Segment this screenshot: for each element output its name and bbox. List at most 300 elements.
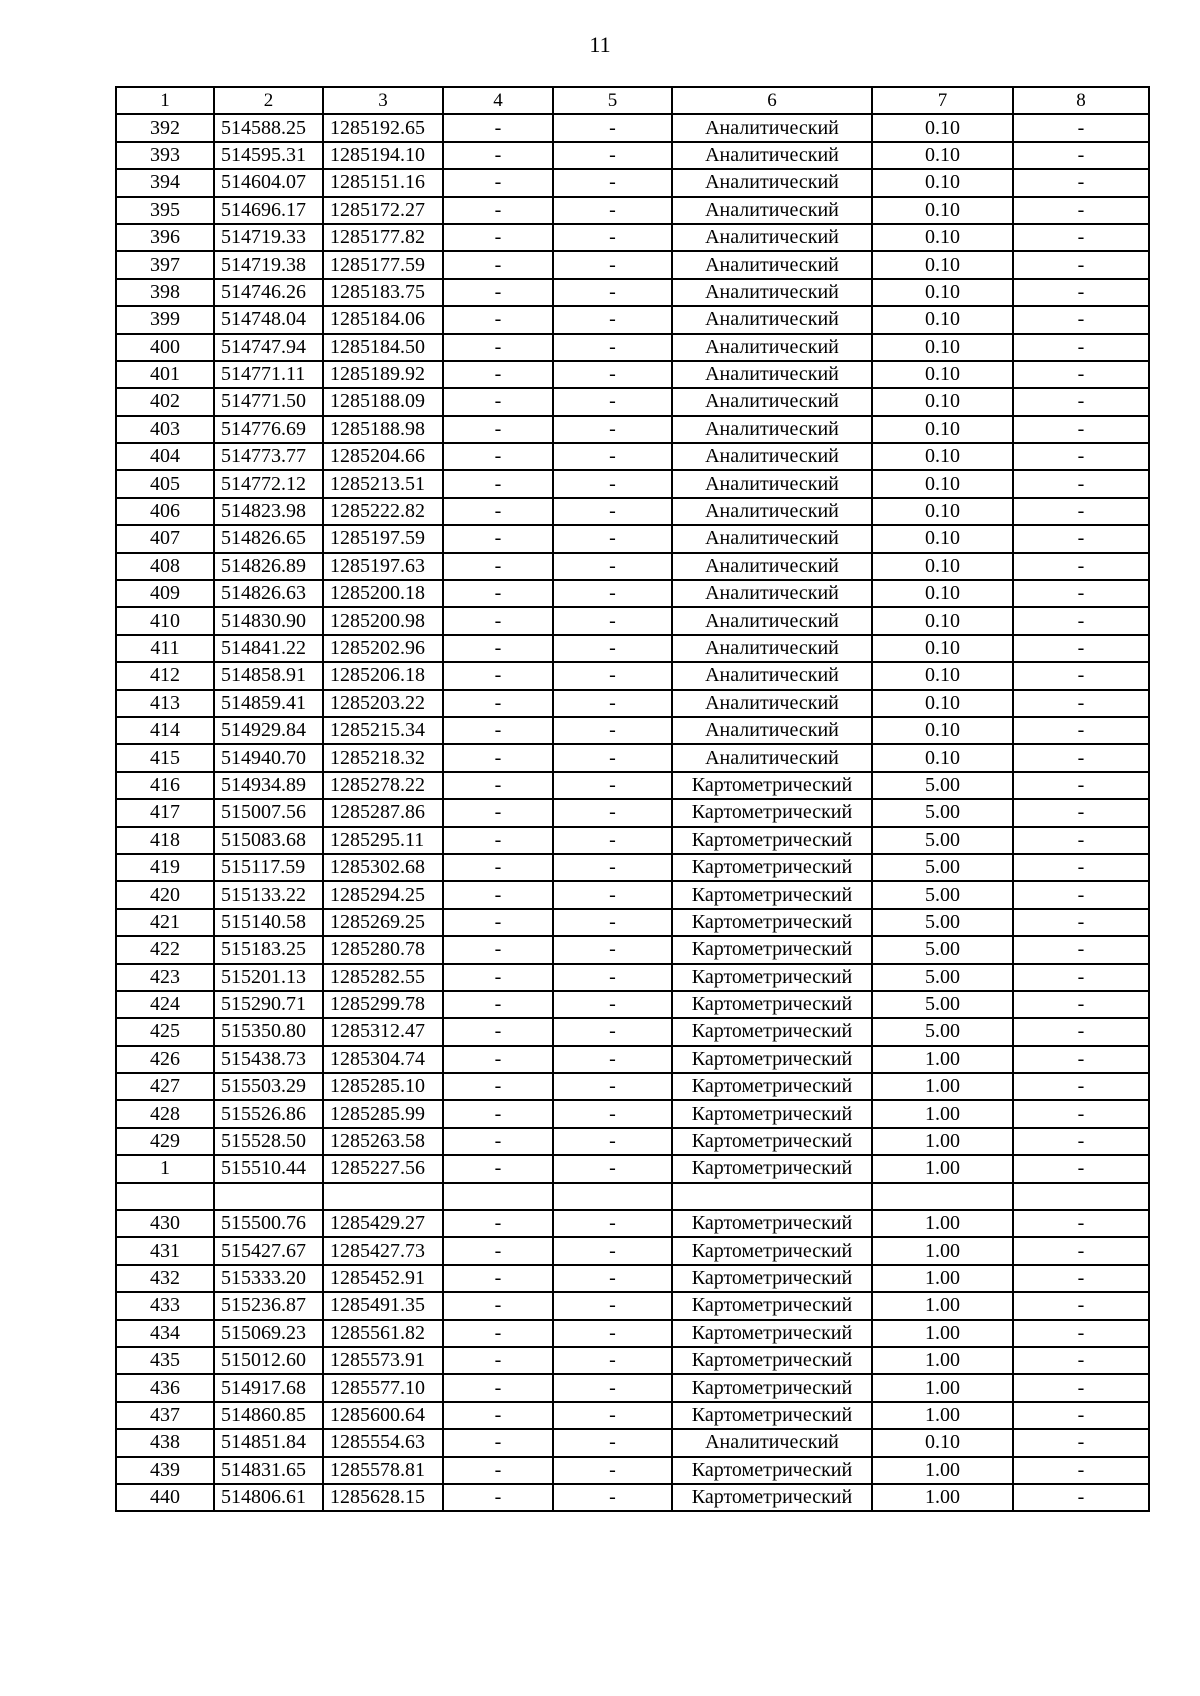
x-coordinate-cell: 514773.77 xyxy=(214,443,323,470)
y-coordinate-cell: 1285188.98 xyxy=(323,416,443,443)
column-4-cell: - xyxy=(443,251,553,278)
table-row xyxy=(116,936,1149,963)
accuracy-cell: 0.10 xyxy=(872,553,1013,580)
method-cell: Аналитический xyxy=(672,388,872,415)
y-coordinate-cell: 1285561.82 xyxy=(323,1320,443,1347)
column-4-cell: - xyxy=(443,1100,553,1127)
y-coordinate-cell: 1285295.11 xyxy=(323,827,443,854)
column-8-cell: - xyxy=(1013,1155,1149,1182)
column-4-cell: - xyxy=(443,169,553,196)
x-coordinate-cell: 515007.56 xyxy=(214,799,323,826)
column-4-cell: - xyxy=(443,799,553,826)
accuracy-cell: 1.00 xyxy=(872,1128,1013,1155)
point-number-cell: 438 xyxy=(116,1429,214,1456)
accuracy-cell: 1.00 xyxy=(872,1320,1013,1347)
table-row xyxy=(116,881,1149,908)
point-number-cell: 1 xyxy=(116,1155,214,1182)
table-row xyxy=(116,1073,1149,1100)
table-row xyxy=(116,991,1149,1018)
y-coordinate-cell: 1285578.81 xyxy=(323,1457,443,1484)
column-8-cell: - xyxy=(1013,827,1149,854)
accuracy-cell: 0.10 xyxy=(872,580,1013,607)
y-coordinate-cell: 1285304.74 xyxy=(323,1046,443,1073)
column-4-cell: - xyxy=(443,224,553,251)
column-header: 3 xyxy=(323,87,443,114)
accuracy-cell: 0.10 xyxy=(872,169,1013,196)
column-5-cell: - xyxy=(553,854,672,881)
x-coordinate-cell: 515526.86 xyxy=(214,1100,323,1127)
x-coordinate-cell: 515350.80 xyxy=(214,1018,323,1045)
method-cell: Картометрический xyxy=(672,1100,872,1127)
column-4-cell: - xyxy=(443,279,553,306)
column-4-cell: - xyxy=(443,470,553,497)
accuracy-cell xyxy=(872,1183,1013,1210)
table-row xyxy=(116,142,1149,169)
accuracy-cell: 5.00 xyxy=(872,1018,1013,1045)
column-8-cell: - xyxy=(1013,1457,1149,1484)
x-coordinate-cell: 514595.31 xyxy=(214,142,323,169)
column-5-cell: - xyxy=(553,662,672,689)
method-cell: Аналитический xyxy=(672,470,872,497)
point-number-cell xyxy=(116,1183,214,1210)
method-cell: Картометрический xyxy=(672,1128,872,1155)
column-5-cell: - xyxy=(553,416,672,443)
y-coordinate-cell: 1285287.86 xyxy=(323,799,443,826)
column-4-cell: - xyxy=(443,1073,553,1100)
table-row xyxy=(116,114,1149,141)
method-cell: Аналитический xyxy=(672,142,872,169)
column-5-cell: - xyxy=(553,1046,672,1073)
method-cell: Картометрический xyxy=(672,1210,872,1237)
column-5-cell: - xyxy=(553,717,672,744)
column-5-cell: - xyxy=(553,197,672,224)
point-number-cell: 435 xyxy=(116,1347,214,1374)
column-4-cell: - xyxy=(443,1402,553,1429)
y-coordinate-cell: 1285151.16 xyxy=(323,169,443,196)
column-5-cell: - xyxy=(553,1292,672,1319)
table-row xyxy=(116,607,1149,634)
y-coordinate-cell: 1285183.75 xyxy=(323,279,443,306)
column-4-cell: - xyxy=(443,1210,553,1237)
accuracy-cell: 0.10 xyxy=(872,498,1013,525)
y-coordinate-cell: 1285184.50 xyxy=(323,334,443,361)
method-cell: Аналитический xyxy=(672,525,872,552)
column-5-cell: - xyxy=(553,1347,672,1374)
column-8-cell: - xyxy=(1013,306,1149,333)
column-8-cell: - xyxy=(1013,1237,1149,1264)
column-5-cell: - xyxy=(553,1100,672,1127)
accuracy-cell: 1.00 xyxy=(872,1265,1013,1292)
column-header: 2 xyxy=(214,87,323,114)
column-8-cell: - xyxy=(1013,525,1149,552)
x-coordinate-cell: 514772.12 xyxy=(214,470,323,497)
point-number-cell: 418 xyxy=(116,827,214,854)
column-4-cell: - xyxy=(443,114,553,141)
column-5-cell: - xyxy=(553,690,672,717)
column-8-cell: - xyxy=(1013,251,1149,278)
accuracy-cell: 0.10 xyxy=(872,279,1013,306)
column-4-cell: - xyxy=(443,964,553,991)
accuracy-cell: 1.00 xyxy=(872,1046,1013,1073)
accuracy-cell: 5.00 xyxy=(872,964,1013,991)
column-5-cell: - xyxy=(553,114,672,141)
column-5-cell: - xyxy=(553,553,672,580)
y-coordinate-cell: 1285600.64 xyxy=(323,1402,443,1429)
x-coordinate-cell: 514858.91 xyxy=(214,662,323,689)
column-8-cell: - xyxy=(1013,991,1149,1018)
accuracy-cell: 5.00 xyxy=(872,936,1013,963)
method-cell: Аналитический xyxy=(672,197,872,224)
accuracy-cell: 0.10 xyxy=(872,662,1013,689)
point-number-cell: 428 xyxy=(116,1100,214,1127)
table-row xyxy=(116,1265,1149,1292)
point-number-cell: 429 xyxy=(116,1128,214,1155)
column-5-cell: - xyxy=(553,1320,672,1347)
accuracy-cell: 1.00 xyxy=(872,1347,1013,1374)
y-coordinate-cell: 1285197.59 xyxy=(323,525,443,552)
column-4-cell: - xyxy=(443,306,553,333)
y-coordinate-cell: 1285577.10 xyxy=(323,1374,443,1401)
column-5-cell: - xyxy=(553,443,672,470)
column-5-cell: - xyxy=(553,1374,672,1401)
x-coordinate-cell: 515117.59 xyxy=(214,854,323,881)
x-coordinate-cell: 515290.71 xyxy=(214,991,323,1018)
method-cell: Картометрический xyxy=(672,827,872,854)
column-5-cell: - xyxy=(553,607,672,634)
point-number-cell: 432 xyxy=(116,1265,214,1292)
y-coordinate-cell: 1285280.78 xyxy=(323,936,443,963)
column-8-cell: - xyxy=(1013,169,1149,196)
table-row xyxy=(116,1183,1149,1210)
column-4-cell: - xyxy=(443,690,553,717)
y-coordinate-cell: 1285189.92 xyxy=(323,361,443,388)
method-cell: Аналитический xyxy=(672,690,872,717)
column-4-cell: - xyxy=(443,607,553,634)
column-header: 8 xyxy=(1013,87,1149,114)
table-row xyxy=(116,909,1149,936)
column-4-cell: - xyxy=(443,1237,553,1264)
column-4-cell: - xyxy=(443,1374,553,1401)
column-4-cell: - xyxy=(443,1128,553,1155)
column-4-cell: - xyxy=(443,854,553,881)
column-5-cell: - xyxy=(553,388,672,415)
method-cell: Картометрический xyxy=(672,1374,872,1401)
accuracy-cell: 1.00 xyxy=(872,1457,1013,1484)
y-coordinate-cell: 1285222.82 xyxy=(323,498,443,525)
column-8-cell: - xyxy=(1013,744,1149,771)
method-cell: Аналитический xyxy=(672,114,872,141)
accuracy-cell: 1.00 xyxy=(872,1100,1013,1127)
accuracy-cell: 0.10 xyxy=(872,388,1013,415)
method-cell: Аналитический xyxy=(672,1429,872,1456)
x-coordinate-cell: 515500.76 xyxy=(214,1210,323,1237)
column-5-cell: - xyxy=(553,251,672,278)
column-5-cell: - xyxy=(553,936,672,963)
table-body xyxy=(116,87,1149,1511)
method-cell: Аналитический xyxy=(672,662,872,689)
table-row xyxy=(116,744,1149,771)
point-number-cell: 404 xyxy=(116,443,214,470)
method-cell: Аналитический xyxy=(672,635,872,662)
point-number-cell: 425 xyxy=(116,1018,214,1045)
column-4-cell: - xyxy=(443,1347,553,1374)
point-number-cell: 400 xyxy=(116,334,214,361)
column-4-cell: - xyxy=(443,936,553,963)
x-coordinate-cell: 514826.65 xyxy=(214,525,323,552)
x-coordinate-cell: 514771.11 xyxy=(214,361,323,388)
table-row xyxy=(116,470,1149,497)
x-coordinate-cell: 514940.70 xyxy=(214,744,323,771)
column-5-cell: - xyxy=(553,1265,672,1292)
table-row xyxy=(116,854,1149,881)
column-4-cell: - xyxy=(443,443,553,470)
method-cell: Картометрический xyxy=(672,909,872,936)
y-coordinate-cell: 1285263.58 xyxy=(323,1128,443,1155)
column-8-cell: - xyxy=(1013,909,1149,936)
point-number-cell: 420 xyxy=(116,881,214,908)
y-coordinate-cell: 1285184.06 xyxy=(323,306,443,333)
column-8-cell: - xyxy=(1013,388,1149,415)
accuracy-cell: 0.10 xyxy=(872,744,1013,771)
column-8-cell: - xyxy=(1013,361,1149,388)
method-cell: Картометрический xyxy=(672,854,872,881)
column-5-cell: - xyxy=(553,1429,672,1456)
accuracy-cell: 0.10 xyxy=(872,470,1013,497)
column-5-cell: - xyxy=(553,279,672,306)
column-5-cell: - xyxy=(553,1457,672,1484)
y-coordinate-cell: 1285628.15 xyxy=(323,1484,443,1511)
column-4-cell: - xyxy=(443,991,553,1018)
table-row xyxy=(116,251,1149,278)
column-8-cell: - xyxy=(1013,799,1149,826)
x-coordinate-cell: 514696.17 xyxy=(214,197,323,224)
table-row xyxy=(116,1292,1149,1319)
table-row xyxy=(116,1484,1149,1511)
column-5-cell: - xyxy=(553,525,672,552)
accuracy-cell: 0.10 xyxy=(872,334,1013,361)
method-cell: Аналитический xyxy=(672,279,872,306)
column-8-cell: - xyxy=(1013,416,1149,443)
point-number-cell: 434 xyxy=(116,1320,214,1347)
x-coordinate-cell: 515183.25 xyxy=(214,936,323,963)
point-number-cell: 392 xyxy=(116,114,214,141)
x-coordinate-cell: 514934.89 xyxy=(214,772,323,799)
accuracy-cell: 5.00 xyxy=(872,827,1013,854)
accuracy-cell: 1.00 xyxy=(872,1210,1013,1237)
point-number-cell: 417 xyxy=(116,799,214,826)
accuracy-cell: 0.10 xyxy=(872,114,1013,141)
method-cell: Картометрический xyxy=(672,991,872,1018)
accuracy-cell: 5.00 xyxy=(872,909,1013,936)
column-8-cell: - xyxy=(1013,1320,1149,1347)
column-8-cell: - xyxy=(1013,690,1149,717)
column-4-cell: - xyxy=(443,1265,553,1292)
method-cell: Аналитический xyxy=(672,169,872,196)
point-number-cell: 430 xyxy=(116,1210,214,1237)
x-coordinate-cell: 514860.85 xyxy=(214,1402,323,1429)
point-number-cell: 414 xyxy=(116,717,214,744)
accuracy-cell: 1.00 xyxy=(872,1402,1013,1429)
point-number-cell: 437 xyxy=(116,1402,214,1429)
column-4-cell: - xyxy=(443,388,553,415)
column-8-cell: - xyxy=(1013,717,1149,744)
column-5-cell: - xyxy=(553,142,672,169)
table-row xyxy=(116,1457,1149,1484)
table-row xyxy=(116,690,1149,717)
point-number-cell: 394 xyxy=(116,169,214,196)
x-coordinate-cell: 514917.68 xyxy=(214,1374,323,1401)
column-4-cell: - xyxy=(443,717,553,744)
accuracy-cell: 1.00 xyxy=(872,1292,1013,1319)
y-coordinate-cell: 1285200.18 xyxy=(323,580,443,607)
column-8-cell: - xyxy=(1013,1484,1149,1511)
method-cell: Аналитический xyxy=(672,443,872,470)
point-number-cell: 423 xyxy=(116,964,214,991)
y-coordinate-cell: 1285554.63 xyxy=(323,1429,443,1456)
point-number-cell: 399 xyxy=(116,306,214,333)
table-row xyxy=(116,662,1149,689)
x-coordinate-cell: 515438.73 xyxy=(214,1046,323,1073)
column-8-cell: - xyxy=(1013,1210,1149,1237)
column-8-cell: - xyxy=(1013,553,1149,580)
column-5-cell: - xyxy=(553,1073,672,1100)
method-cell: Аналитический xyxy=(672,744,872,771)
column-4-cell: - xyxy=(443,635,553,662)
method-cell: Картометрический xyxy=(672,936,872,963)
accuracy-cell: 0.10 xyxy=(872,443,1013,470)
table-row xyxy=(116,306,1149,333)
y-coordinate-cell: 1285285.10 xyxy=(323,1073,443,1100)
column-8-cell: - xyxy=(1013,197,1149,224)
column-4-cell: - xyxy=(443,498,553,525)
column-4-cell: - xyxy=(443,662,553,689)
method-cell: Картометрический xyxy=(672,1292,872,1319)
column-5-cell: - xyxy=(553,470,672,497)
x-coordinate-cell: 514826.89 xyxy=(214,553,323,580)
accuracy-cell: 1.00 xyxy=(872,1484,1013,1511)
column-4-cell: - xyxy=(443,881,553,908)
method-cell: Аналитический xyxy=(672,717,872,744)
column-5-cell: - xyxy=(553,1237,672,1264)
accuracy-cell: 0.10 xyxy=(872,717,1013,744)
point-number-cell: 403 xyxy=(116,416,214,443)
column-8-cell: - xyxy=(1013,1347,1149,1374)
accuracy-cell: 0.10 xyxy=(872,197,1013,224)
point-number-cell: 410 xyxy=(116,607,214,634)
x-coordinate-cell: 514747.94 xyxy=(214,334,323,361)
accuracy-cell: 0.10 xyxy=(872,142,1013,169)
column-8-cell: - xyxy=(1013,964,1149,991)
point-number-cell: 431 xyxy=(116,1237,214,1264)
y-coordinate-cell: 1285200.98 xyxy=(323,607,443,634)
accuracy-cell: 5.00 xyxy=(872,799,1013,826)
method-cell: Аналитический xyxy=(672,416,872,443)
x-coordinate-cell: 514771.50 xyxy=(214,388,323,415)
table-row xyxy=(116,635,1149,662)
method-cell xyxy=(672,1183,872,1210)
y-coordinate-cell: 1285188.09 xyxy=(323,388,443,415)
y-coordinate-cell: 1285491.35 xyxy=(323,1292,443,1319)
column-8-cell: - xyxy=(1013,662,1149,689)
accuracy-cell: 0.10 xyxy=(872,306,1013,333)
point-number-cell: 426 xyxy=(116,1046,214,1073)
column-8-cell: - xyxy=(1013,580,1149,607)
point-number-cell: 440 xyxy=(116,1484,214,1511)
column-8-cell: - xyxy=(1013,1292,1149,1319)
point-number-cell: 397 xyxy=(116,251,214,278)
point-number-cell: 427 xyxy=(116,1073,214,1100)
y-coordinate-cell: 1285177.59 xyxy=(323,251,443,278)
column-5-cell: - xyxy=(553,580,672,607)
point-number-cell: 436 xyxy=(116,1374,214,1401)
column-4-cell: - xyxy=(443,772,553,799)
table-row xyxy=(116,1046,1149,1073)
table-row xyxy=(116,1374,1149,1401)
x-coordinate-cell: 515012.60 xyxy=(214,1347,323,1374)
column-5-cell: - xyxy=(553,772,672,799)
method-cell: Картометрический xyxy=(672,1320,872,1347)
column-4-cell: - xyxy=(443,142,553,169)
column-5-cell: - xyxy=(553,334,672,361)
x-coordinate-cell: 514830.90 xyxy=(214,607,323,634)
point-number-cell: 439 xyxy=(116,1457,214,1484)
table-row xyxy=(116,169,1149,196)
x-coordinate-cell: 515510.44 xyxy=(214,1155,323,1182)
column-header: 6 xyxy=(672,87,872,114)
column-5-cell: - xyxy=(553,964,672,991)
y-coordinate-cell: 1285172.27 xyxy=(323,197,443,224)
table-row xyxy=(116,799,1149,826)
column-5-cell: - xyxy=(553,1155,672,1182)
column-8-cell: - xyxy=(1013,1073,1149,1100)
column-5-cell: - xyxy=(553,306,672,333)
column-5-cell: - xyxy=(553,224,672,251)
column-5-cell: - xyxy=(553,827,672,854)
method-cell: Аналитический xyxy=(672,607,872,634)
method-cell: Картометрический xyxy=(672,964,872,991)
point-number-cell: 408 xyxy=(116,553,214,580)
column-4-cell: - xyxy=(443,827,553,854)
column-8-cell: - xyxy=(1013,114,1149,141)
table-row xyxy=(116,1429,1149,1456)
point-number-cell: 406 xyxy=(116,498,214,525)
point-number-cell: 411 xyxy=(116,635,214,662)
accuracy-cell: 5.00 xyxy=(872,991,1013,1018)
column-4-cell: - xyxy=(443,1018,553,1045)
table-row xyxy=(116,388,1149,415)
point-number-cell: 433 xyxy=(116,1292,214,1319)
method-cell: Картометрический xyxy=(672,1155,872,1182)
accuracy-cell: 1.00 xyxy=(872,1237,1013,1264)
column-5-cell: - xyxy=(553,1018,672,1045)
y-coordinate-cell: 1285203.22 xyxy=(323,690,443,717)
column-8-cell: - xyxy=(1013,1374,1149,1401)
method-cell: Картометрический xyxy=(672,1046,872,1073)
column-8-cell: - xyxy=(1013,279,1149,306)
column-8-cell: - xyxy=(1013,1429,1149,1456)
column-4-cell: - xyxy=(443,1292,553,1319)
column-header: 5 xyxy=(553,87,672,114)
column-5-cell: - xyxy=(553,1210,672,1237)
y-coordinate-cell: 1285269.25 xyxy=(323,909,443,936)
method-cell: Аналитический xyxy=(672,306,872,333)
column-8-cell: - xyxy=(1013,854,1149,881)
column-8-cell: - xyxy=(1013,470,1149,497)
table-row xyxy=(116,1128,1149,1155)
column-4-cell: - xyxy=(443,909,553,936)
column-8-cell: - xyxy=(1013,635,1149,662)
x-coordinate-cell: 515201.13 xyxy=(214,964,323,991)
